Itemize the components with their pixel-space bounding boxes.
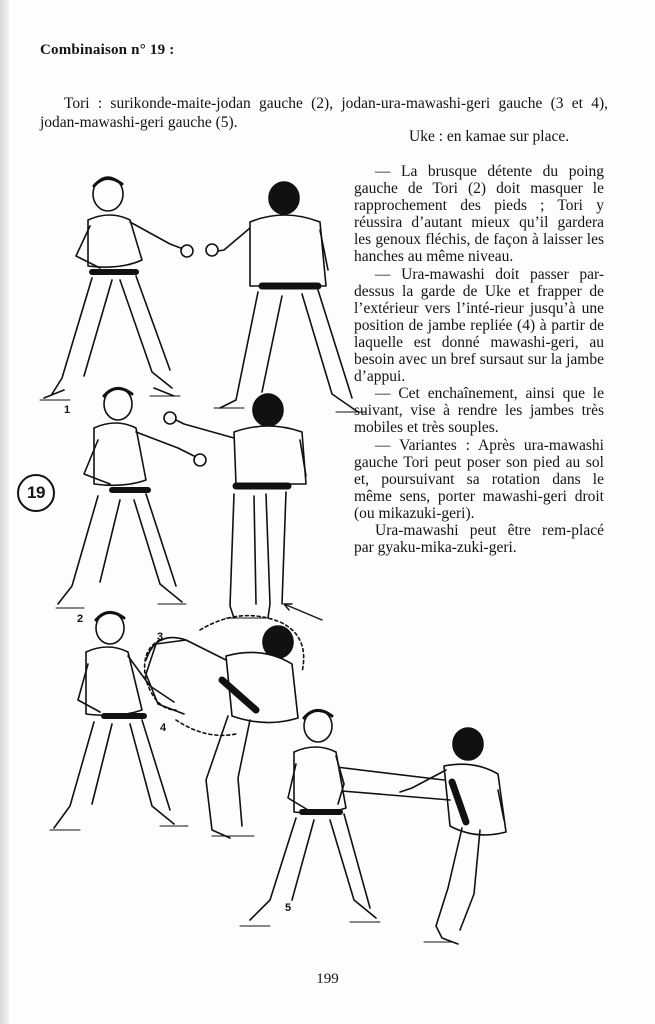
combination-number-badge: 19	[17, 474, 55, 512]
figure-label-2: 2	[77, 613, 84, 625]
figure-label-3: 3	[157, 631, 164, 643]
commentary-column	[354, 163, 604, 556]
commentary-paragraph-3: — Cet enchaînement, ainsi que le suivant, vise à rendre les jambes très mobiles et très souples.	[354, 385, 604, 437]
figure-2-tori	[58, 388, 206, 604]
tori-description: Tori : surikonde-maite-jodan gauche (2), jodan-ura-mawashi-geri gauche (3 et 4), jodan-mawashi-geri gauche (5).	[40, 95, 608, 131]
figure-3-tori	[54, 612, 174, 828]
figure-label-5: 5	[285, 902, 292, 914]
figure-label-4: 4	[160, 722, 167, 734]
commentary-paragraph-5: Ura-mawashi peut être rem-placé par gyaku-mika-zuki-geri.	[354, 521, 604, 557]
figure-1-uke	[206, 182, 358, 412]
figure-3-uke-spinning-kick	[145, 616, 304, 838]
page-number: 199	[316, 971, 339, 987]
commentary-paragraph-2: — Ura-mawashi doit passer par-dessus la garde de Uke et frapper de l’extérieur vers l’inté-rieur jusqu’à une position de jambe repliée (4) à partir de laquelle est donné mawashi-geri, au besoin avec un bref sursaut sur la jambe d’appui.	[354, 265, 604, 386]
figure-1-tori	[44, 177, 193, 398]
commentary-paragraph-4: — Variantes : Après ura-mawashi gauche Tori peut poser son pied au sol et, poursuivant sa rotation dans le même sens, porter mawashi-geri droit (ou mikazuki-geri).	[354, 436, 604, 522]
commentary-paragraph-1: — La brusque détente du poing gauche de Tori (2) doit masquer le rapprochement des pieds ; Tori y réussira d’autant mieux qu’il gardera les genoux fléchis, de façon à laisser les hanches au même niveau.	[354, 163, 604, 266]
figure-label-1: 1	[64, 404, 71, 416]
figure-2-uke	[164, 394, 306, 618]
page-edge-shadow	[0, 0, 9, 1024]
uke-description: Uke : en kamae sur place.	[409, 128, 570, 145]
combination-title: Combinaison n° 19 :	[40, 42, 175, 58]
figure-5-tori-high-kick	[310, 728, 506, 944]
figure-5-uke	[250, 710, 376, 920]
